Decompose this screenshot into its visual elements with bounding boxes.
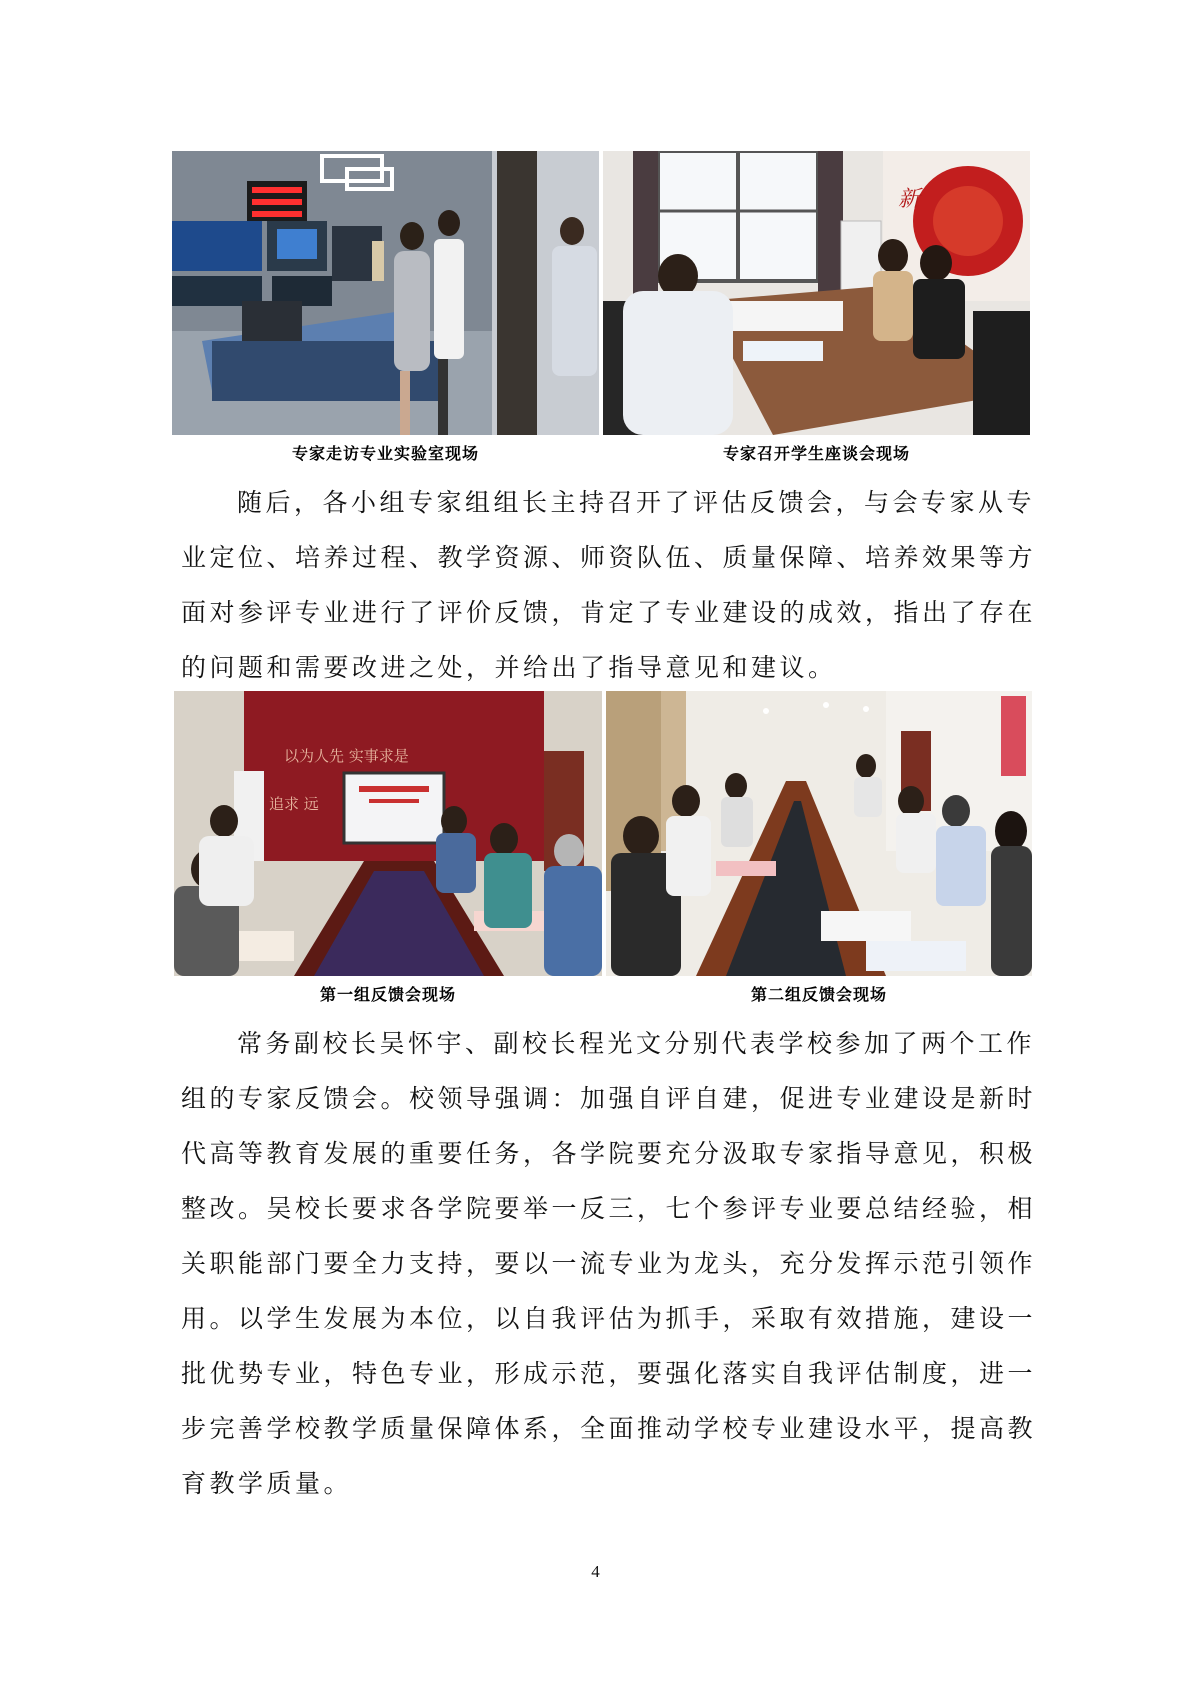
student-meeting-image (603, 151, 1030, 435)
paragraph-leadership-remarks (181, 1016, 1037, 1511)
photo-group1-feedback (174, 691, 602, 976)
paragraph-feedback-meeting (181, 475, 1037, 695)
paragraph-line: 随后，各小组专家组组长主持召开了评估反馈会，与会专家从专 (237, 488, 1036, 517)
svg-text:以为人先 实事求是: 以为人先 实事求是 (284, 747, 409, 765)
lab-visit-image (172, 151, 599, 435)
photo-lab-visit (172, 151, 599, 435)
svg-text:追求 远: 追求 远 (269, 795, 319, 813)
caption-group1-feedback: 第一组反馈会现场 (319, 985, 456, 1004)
paragraph-line: 整改。吴校长要求各学院要举一反三，七个参评专业要总结经验，相 (181, 1194, 1037, 1223)
paragraph-line: 业定位、培养过程、教学资源、师资队伍、质量保障、培养效果等方 (181, 543, 1037, 572)
paragraph-line: 的问题和需要改进之处，并给出了指导意见和建议。 (181, 653, 837, 682)
paragraph-line: 批优势专业，特色专业，形成示范，要强化落实自我评估制度，进一 (181, 1359, 1037, 1388)
paragraph-line: 步完善学校教学质量保障体系，全面推动学校专业建设水平，提高教 (181, 1414, 1037, 1443)
photo-group2-feedback (606, 691, 1032, 976)
paragraph-line: 代高等教育发展的重要任务，各学院要充分汲取专家指导意见，积极 (181, 1139, 1037, 1168)
group2-feedback-image (606, 691, 1032, 976)
page-number: 4 (591, 1562, 600, 1581)
caption-group2-feedback: 第二组反馈会现场 (750, 985, 887, 1004)
group1-feedback-image (174, 691, 602, 976)
caption-lab-visit: 专家走访专业实验室现场 (291, 444, 479, 463)
paragraph-line: 组的专家反馈会。校领导强调：加强自评自建，促进专业建设是新时 (181, 1084, 1037, 1113)
paragraph-line: 关职能部门要全力支持，要以一流专业为龙头，充分发挥示范引领作 (181, 1249, 1037, 1278)
paragraph-line: 用。以学生发展为本位，以自我评估为抓手，采取有效措施，建设一 (181, 1304, 1037, 1333)
paragraph-line: 常务副校长吴怀宇、副校长程光文分别代表学校参加了两个工作 (237, 1029, 1036, 1058)
caption-student-meeting: 专家召开学生座谈会现场 (722, 444, 910, 463)
photo-student-meeting (603, 151, 1030, 435)
paragraph-line: 面对参评专业进行了评价反馈，肯定了专业建设的成效，指出了存在 (181, 598, 1037, 627)
paragraph-line: 育教学质量。 (181, 1469, 353, 1498)
svg-text:新: 新 (898, 187, 921, 212)
